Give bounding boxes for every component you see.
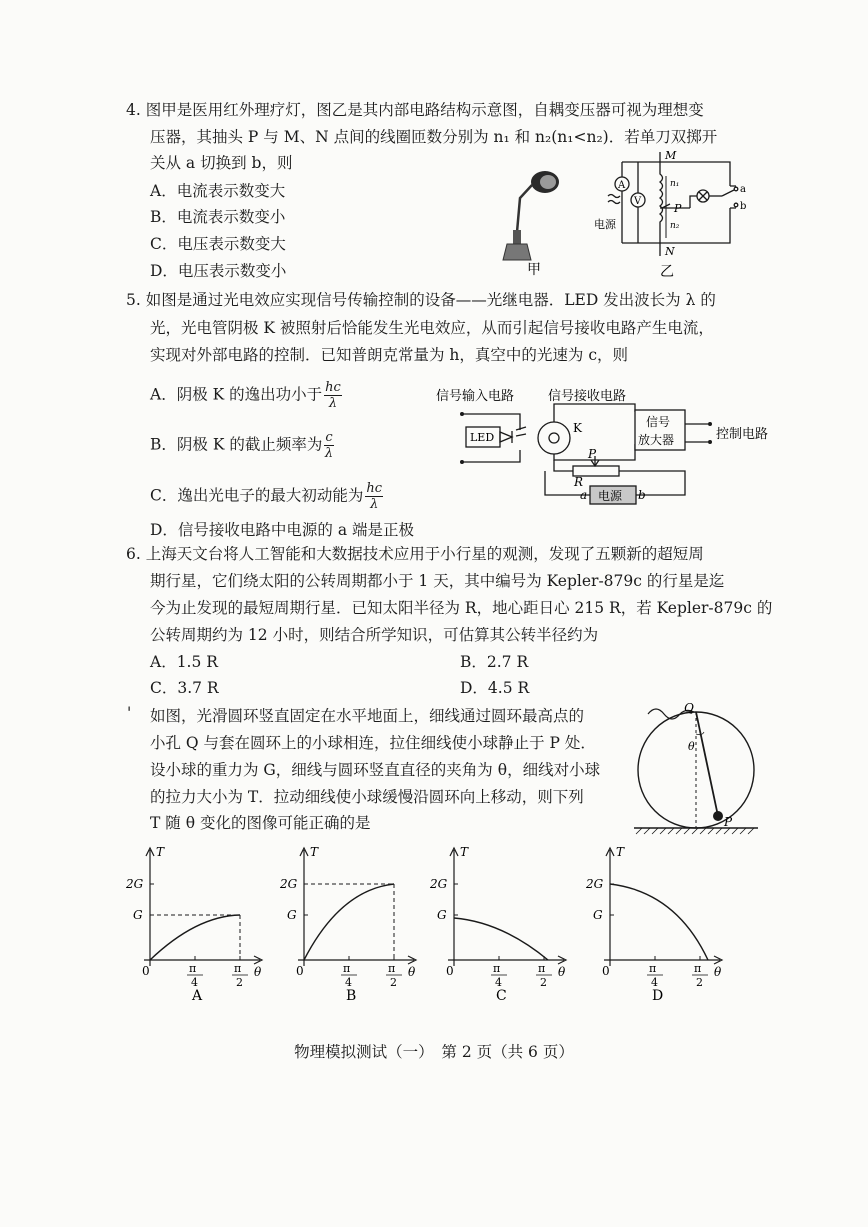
tick-label-pi: π [493, 962, 501, 975]
y-axis-label: T [616, 845, 625, 859]
q5-option-b-den: λ [324, 446, 334, 461]
graph-option-label: D [652, 988, 664, 1002]
tick-label-g: G [437, 908, 447, 922]
q4-stem-line-1: 4. 图甲是医用红外理疗灯，图乙是其内部电路结构示意图，自耦变压器可视为理想变 [126, 101, 704, 119]
tick-label-g: G [287, 908, 297, 922]
tick-label-2: 2 [696, 976, 703, 989]
q5-option-b-text: B．阴极 K 的截止频率为 [150, 435, 323, 454]
q6-option-c: C．3.7 R [150, 679, 219, 697]
q7-graph-b [272, 842, 422, 1002]
q5-input-label: 信号输入电路 [436, 389, 515, 404]
q5-receive-label: 信号接收电路 [548, 389, 627, 404]
q5-option-a [150, 380, 342, 411]
tick-label-4: 4 [191, 976, 198, 989]
q4-circuit-figure [590, 148, 760, 280]
y-axis-label: T [310, 845, 319, 859]
q7-stem-line-1: 如图，光滑圆环竖直固定在水平地面上，细线通过圆环最高点的 [150, 707, 585, 725]
q5-option-c [150, 481, 383, 512]
tick-label-pi: π [538, 962, 546, 975]
q5-option-d: D．信号接收电路中电源的 a 端是正极 [150, 521, 415, 539]
axis-ticks [304, 884, 394, 960]
tick-label-pi: π [388, 962, 396, 975]
q4-option-d: D．电压表示数变小 [150, 262, 287, 280]
q5-option-a-den: λ [328, 396, 338, 411]
q5-option-a-text: A．阴极 K 的逸出功小于 [150, 385, 323, 404]
q4-option-a: A．电流表示数变大 [150, 182, 286, 200]
q5-option-c-text: C．逸出光电子的最大初动能为 [150, 486, 364, 505]
origin-label: 0 [142, 964, 150, 978]
q5-a-label: a [580, 488, 588, 502]
q7-graph-c [422, 842, 572, 1002]
q4-option-c: C．电压表示数变大 [150, 235, 286, 253]
q4-label-m: M [665, 149, 677, 162]
graph-option-label: B [346, 988, 357, 1002]
page-footer: 物理模拟测试（一） 第 2 页（共 6 页） [294, 1043, 574, 1061]
tick-label-2g: 2G [430, 877, 448, 891]
tick-label-pi: π [649, 962, 657, 975]
q4-voltmeter-label: V [634, 196, 642, 207]
q4-label-jia: 甲 [527, 262, 541, 278]
q4-label-b: b [740, 201, 747, 212]
q7-graph-a [118, 842, 268, 1002]
origin-label: 0 [296, 964, 304, 978]
q5-b-label: b [638, 488, 646, 502]
curve-d [610, 884, 708, 960]
x-axis-label: θ [714, 965, 722, 979]
q7-stem-line-3: 设小球的重力为 G，细线与圆环竖直直径的夹角为 θ，细线对小球 [150, 761, 601, 779]
q5-option-a-num: hc [325, 380, 341, 395]
q4-label-a: a [740, 184, 746, 195]
axis-ticks [454, 884, 544, 960]
q5-stem-line-3: 实现对外部电路的控制．已知普朗克常量为 h，真空中的光速为 c，则 [150, 346, 629, 364]
q4-source-label: 电源 [594, 218, 616, 231]
tick-label-2g: 2G [586, 877, 604, 891]
y-axis-label: T [156, 845, 165, 859]
q7-ring-figure [626, 700, 766, 836]
y-axis-label: T [460, 845, 469, 859]
tick-label-pi: π [694, 962, 702, 975]
tick-label-2g: 2G [280, 877, 298, 891]
q5-option-b [150, 430, 334, 461]
q5-option-c-den: λ [370, 497, 379, 512]
q5-p-label: P [588, 447, 597, 461]
tick-label-4: 4 [651, 976, 658, 989]
q5-led-label: LED [470, 431, 495, 444]
q5-option-b-num: c [325, 430, 333, 445]
tick-label-g: G [593, 908, 603, 922]
axis-ticks [610, 884, 700, 960]
q4-label-n: N [665, 245, 675, 258]
q7-label-theta: θ [688, 740, 695, 753]
origin-label: 0 [602, 964, 610, 978]
q4-stem-line-3: 关从 a 切换到 b，则 [150, 154, 293, 172]
tick-label-4: 4 [345, 976, 352, 989]
q6-stem-line-2: 期行星，它们绕太阳的公转周期都小于 1 天，其中编号为 Kepler-879c 的行星是迄 [150, 572, 725, 590]
q5-r-label: R [574, 475, 584, 489]
q7-label-p: P [724, 815, 733, 829]
q6-stem-line-3: 今为止发现的最短周期行星．已知太阳半径为 R，地心距日心 215 R，若 Kepler-879c 的 [150, 599, 773, 617]
q4-stem-line-2: 压器，其抽头 P 与 M、N 点间的线圈匝数分别为 n₁ 和 n₂(n₁<n₂)．若单刀双掷开 [150, 128, 718, 146]
q7-mark: ' [127, 704, 132, 722]
q6-option-a: A．1.5 R [150, 653, 218, 671]
x-axis-label: θ [408, 965, 416, 979]
q7-stem-line-4: 的拉力大小为 T．拉动细线使小球缓慢沿圆环向上移动，则下列 [150, 788, 584, 806]
q6-stem-line-1: 6. 上海天文台将人工智能和大数据技术应用于小行星的观测，发现了五颗新的超短周 [126, 545, 704, 563]
q5-source-label: 电源 [598, 489, 623, 503]
origin-label: 0 [446, 964, 454, 978]
curve-c [454, 918, 548, 960]
q4-ammeter-label: A [618, 180, 626, 191]
q5-amp-label-1: 信号 [646, 415, 671, 429]
x-axis-label: θ [558, 965, 566, 979]
q5-k-label: K [573, 421, 582, 435]
q6-option-d: D．4.5 R [460, 679, 530, 697]
q5-stem-line-2: 光，光电管阴极 K 被照射后恰能发生光电效应，从而引起信号接收电路产生电流， [150, 319, 714, 337]
q4-label-n2: n₂ [670, 221, 680, 231]
tick-label-2: 2 [236, 976, 243, 989]
q4-label-yi: 乙 [660, 264, 674, 280]
q7-label-q: Q [684, 701, 694, 715]
q4-label-p: P [674, 202, 682, 215]
q7-stem-line-5: T 随 θ 变化的图像可能正确的是 [150, 814, 371, 832]
tick-label-g: G [133, 908, 143, 922]
q6-option-b: B．2.7 R [460, 653, 529, 671]
q5-relay-figure [430, 382, 770, 512]
tick-label-pi: π [234, 962, 242, 975]
q5-option-c-num: hc [366, 481, 383, 496]
curve-a [150, 915, 240, 960]
x-axis-label: θ [254, 965, 262, 979]
tick-label-2: 2 [390, 976, 397, 989]
tick-label-2: 2 [540, 976, 547, 989]
tick-label-pi: π [189, 962, 197, 975]
q5-amp-label-2: 放大器 [638, 433, 675, 447]
tick-label-4: 4 [495, 976, 502, 989]
tick-label-2g: 2G [126, 877, 144, 891]
q4-label-n1: n₁ [670, 179, 680, 189]
q7-stem-line-2: 小孔 Q 与套在圆环上的小球相连，拉住细线使小球静止于 P 处． [150, 734, 596, 752]
q4-option-b: B．电流表示数变小 [150, 208, 286, 226]
q7-graph-d [578, 842, 728, 1002]
q5-control-label: 控制电路 [716, 427, 769, 442]
curve-b [304, 884, 394, 960]
q4-lamp-figure [495, 160, 575, 280]
q6-stem-line-4: 公转周期约为 12 小时，则结合所学知识，可估算其公转半径约为 [150, 626, 599, 644]
q5-stem-line-1: 5. 如图是通过光电效应实现信号传输控制的设备——光继电器．LED 发出波长为 λ 的 [126, 291, 716, 309]
graph-option-label: C [496, 988, 507, 1002]
tick-label-pi: π [343, 962, 351, 975]
graph-option-label: A [192, 988, 203, 1002]
